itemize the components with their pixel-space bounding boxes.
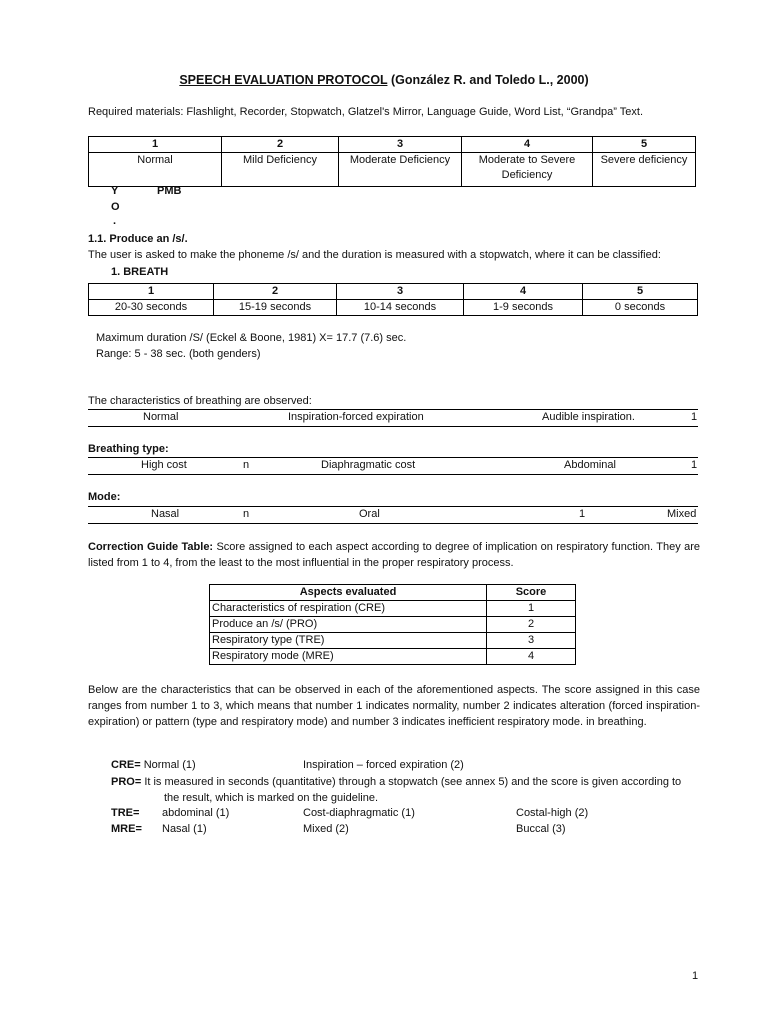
aspect-cell: Characteristics of respiration (CRE) (210, 601, 487, 617)
characteristics-top-line (88, 409, 698, 410)
tre-c: Costal-high (2) (516, 807, 589, 819)
mre-label: MRE= (111, 823, 142, 835)
letter-dot: . (113, 215, 117, 227)
breathing-type-bottom-line (88, 474, 698, 475)
mode-bottom-line (88, 523, 698, 524)
correction-guide-paragraph (88, 539, 700, 571)
table-row (210, 617, 576, 633)
pro-label: PRO= (111, 776, 142, 788)
breath-label-2: 15-19 seconds (214, 300, 337, 316)
breath-subheading: 1. BREATH (111, 266, 169, 278)
mode-item-n: n (243, 508, 250, 520)
mode-top-line (88, 506, 698, 507)
type-item-score: 1 (691, 459, 698, 471)
page-title (0, 73, 768, 87)
aspect-cell: Respiratory type (TRE) (210, 633, 487, 649)
scale-number-3: 3 (339, 137, 462, 153)
title-main: SPEECH EVALUATION PROTOCOL (179, 73, 388, 87)
breath-label-3: 10-14 seconds (337, 300, 464, 316)
scale-number-1: 1 (89, 137, 222, 153)
tre-b: Cost-diaphragmatic (1) (303, 807, 415, 819)
pro-line1: It is measured in seconds (quantitative) through a stopwatch (see annex 5) and the score is given according to (141, 776, 682, 788)
aspects-table (209, 584, 576, 665)
correction-guide-label: Correction Guide Table: (88, 541, 214, 553)
table-row (210, 601, 576, 617)
breath-number-2: 2 (214, 284, 337, 300)
breath-label-5: 0 seconds (583, 300, 698, 316)
aspect-cell: Produce an /s/ (PRO) (210, 617, 487, 633)
mre-a: Nasal (1) (162, 823, 207, 835)
cre-b: Inspiration – forced expiration (2) (303, 759, 464, 771)
mre-c: Buccal (3) (516, 823, 566, 835)
mode-item-mixed: Mixed (667, 508, 697, 520)
letter-o: O (111, 201, 120, 213)
type-item-diaphragmatic: Diaphragmatic cost (321, 459, 416, 471)
type-item-high: High cost (141, 459, 187, 471)
mode-item-score: 1 (579, 508, 586, 520)
breathing-type-heading: Breathing type: (88, 443, 169, 455)
score-cell: 1 (487, 601, 576, 617)
scale-number-4: 4 (462, 137, 593, 153)
breath-label-1: 20-30 seconds (89, 300, 214, 316)
range-text: Range: 5 - 38 sec. (both genders) (96, 348, 261, 360)
scale-table (88, 136, 696, 187)
mode-item-nasal: Nasal (151, 508, 180, 520)
title-authors: (González R. and Toledo L., 2000) (387, 73, 589, 87)
scale-label-2: Mild Deficiency (222, 153, 339, 187)
aspects-header-score: Score (487, 585, 576, 601)
scale-number-2: 2 (222, 137, 339, 153)
breath-table (88, 283, 698, 316)
max-duration: Maximum duration /S/ (Eckel & Boone, 1981) X= 17.7 (7.6) sec. (96, 332, 407, 344)
correction-guide-text: Score assigned to each aspect according to degree of implication on respiratory function. They are listed from 1 to 4, from the least to the most influential in the proper respiratory process. (88, 541, 700, 569)
letter-pmb: PMB (157, 185, 182, 197)
section-text: The user is asked to make the phoneme /s/ and the duration is measured with a stopwatch, where it can be classified: (88, 249, 661, 261)
pro-line (111, 776, 681, 788)
char-item-forced: Inspiration-forced expiration (288, 411, 424, 423)
char-item-score: 1 (691, 411, 698, 423)
score-cell: 3 (487, 633, 576, 649)
required-materials: Required materials: Flashlight, Recorder, Stopwatch, Glatzel's Mirror, Language Guide, Word List, “Grandpa” Text. (88, 106, 644, 118)
mode-heading: Mode: (88, 491, 121, 503)
mode-item-oral: Oral (359, 508, 380, 520)
table-row (210, 649, 576, 665)
section-heading: 1.1. Produce an /s/. (88, 233, 188, 245)
score-cell: 4 (487, 649, 576, 665)
tre-a: abdominal (1) (162, 807, 230, 819)
characteristics-heading: The characteristics of breathing are observed: (88, 395, 312, 407)
char-item-audible: Audible inspiration. (542, 411, 635, 423)
below-paragraph: Below are the characteristics that can be observed in each of the aforementioned aspects. The score assigned in this case ranges from number 1 to 3, which means that number 1 indicates normality, number 2 indicates alteration (forced inspiration-expiration) or pattern (type and respiratory mode) and number 3 indicates inefficient respiratory mode. in breathing. (88, 684, 700, 728)
characteristics-bottom-line (88, 426, 698, 427)
cre-line (111, 759, 196, 771)
scale-label-5: Severe deficiency (593, 153, 696, 187)
scale-label-4: Moderate to Severe Deficiency (462, 153, 593, 187)
table-row (210, 633, 576, 649)
letter-y: Y (111, 185, 119, 197)
aspects-header-aspect: Aspects evaluated (210, 585, 487, 601)
breath-number-3: 3 (337, 284, 464, 300)
type-item-abdominal: Abdominal (564, 459, 616, 471)
breath-number-5: 5 (583, 284, 698, 300)
scale-label-1: Normal (89, 153, 222, 187)
breath-number-1: 1 (89, 284, 214, 300)
score-cell: 2 (487, 617, 576, 633)
scale-label-3: Moderate Deficiency (339, 153, 462, 187)
scale-number-5: 5 (593, 137, 696, 153)
breathing-type-top-line (88, 457, 698, 458)
cre-label: CRE= (111, 759, 141, 771)
tre-label: TRE= (111, 807, 140, 819)
char-item-normal: Normal (143, 411, 179, 423)
mre-b: Mixed (2) (303, 823, 349, 835)
aspect-cell: Respiratory mode (MRE) (210, 649, 487, 665)
pro-line2: the result, which is marked on the guideline. (164, 792, 379, 804)
type-item-n: n (243, 459, 250, 471)
breath-label-4: 1-9 seconds (464, 300, 583, 316)
breath-number-4: 4 (464, 284, 583, 300)
cre-a: Normal (1) (140, 759, 196, 771)
page-number: 1 (692, 970, 699, 982)
